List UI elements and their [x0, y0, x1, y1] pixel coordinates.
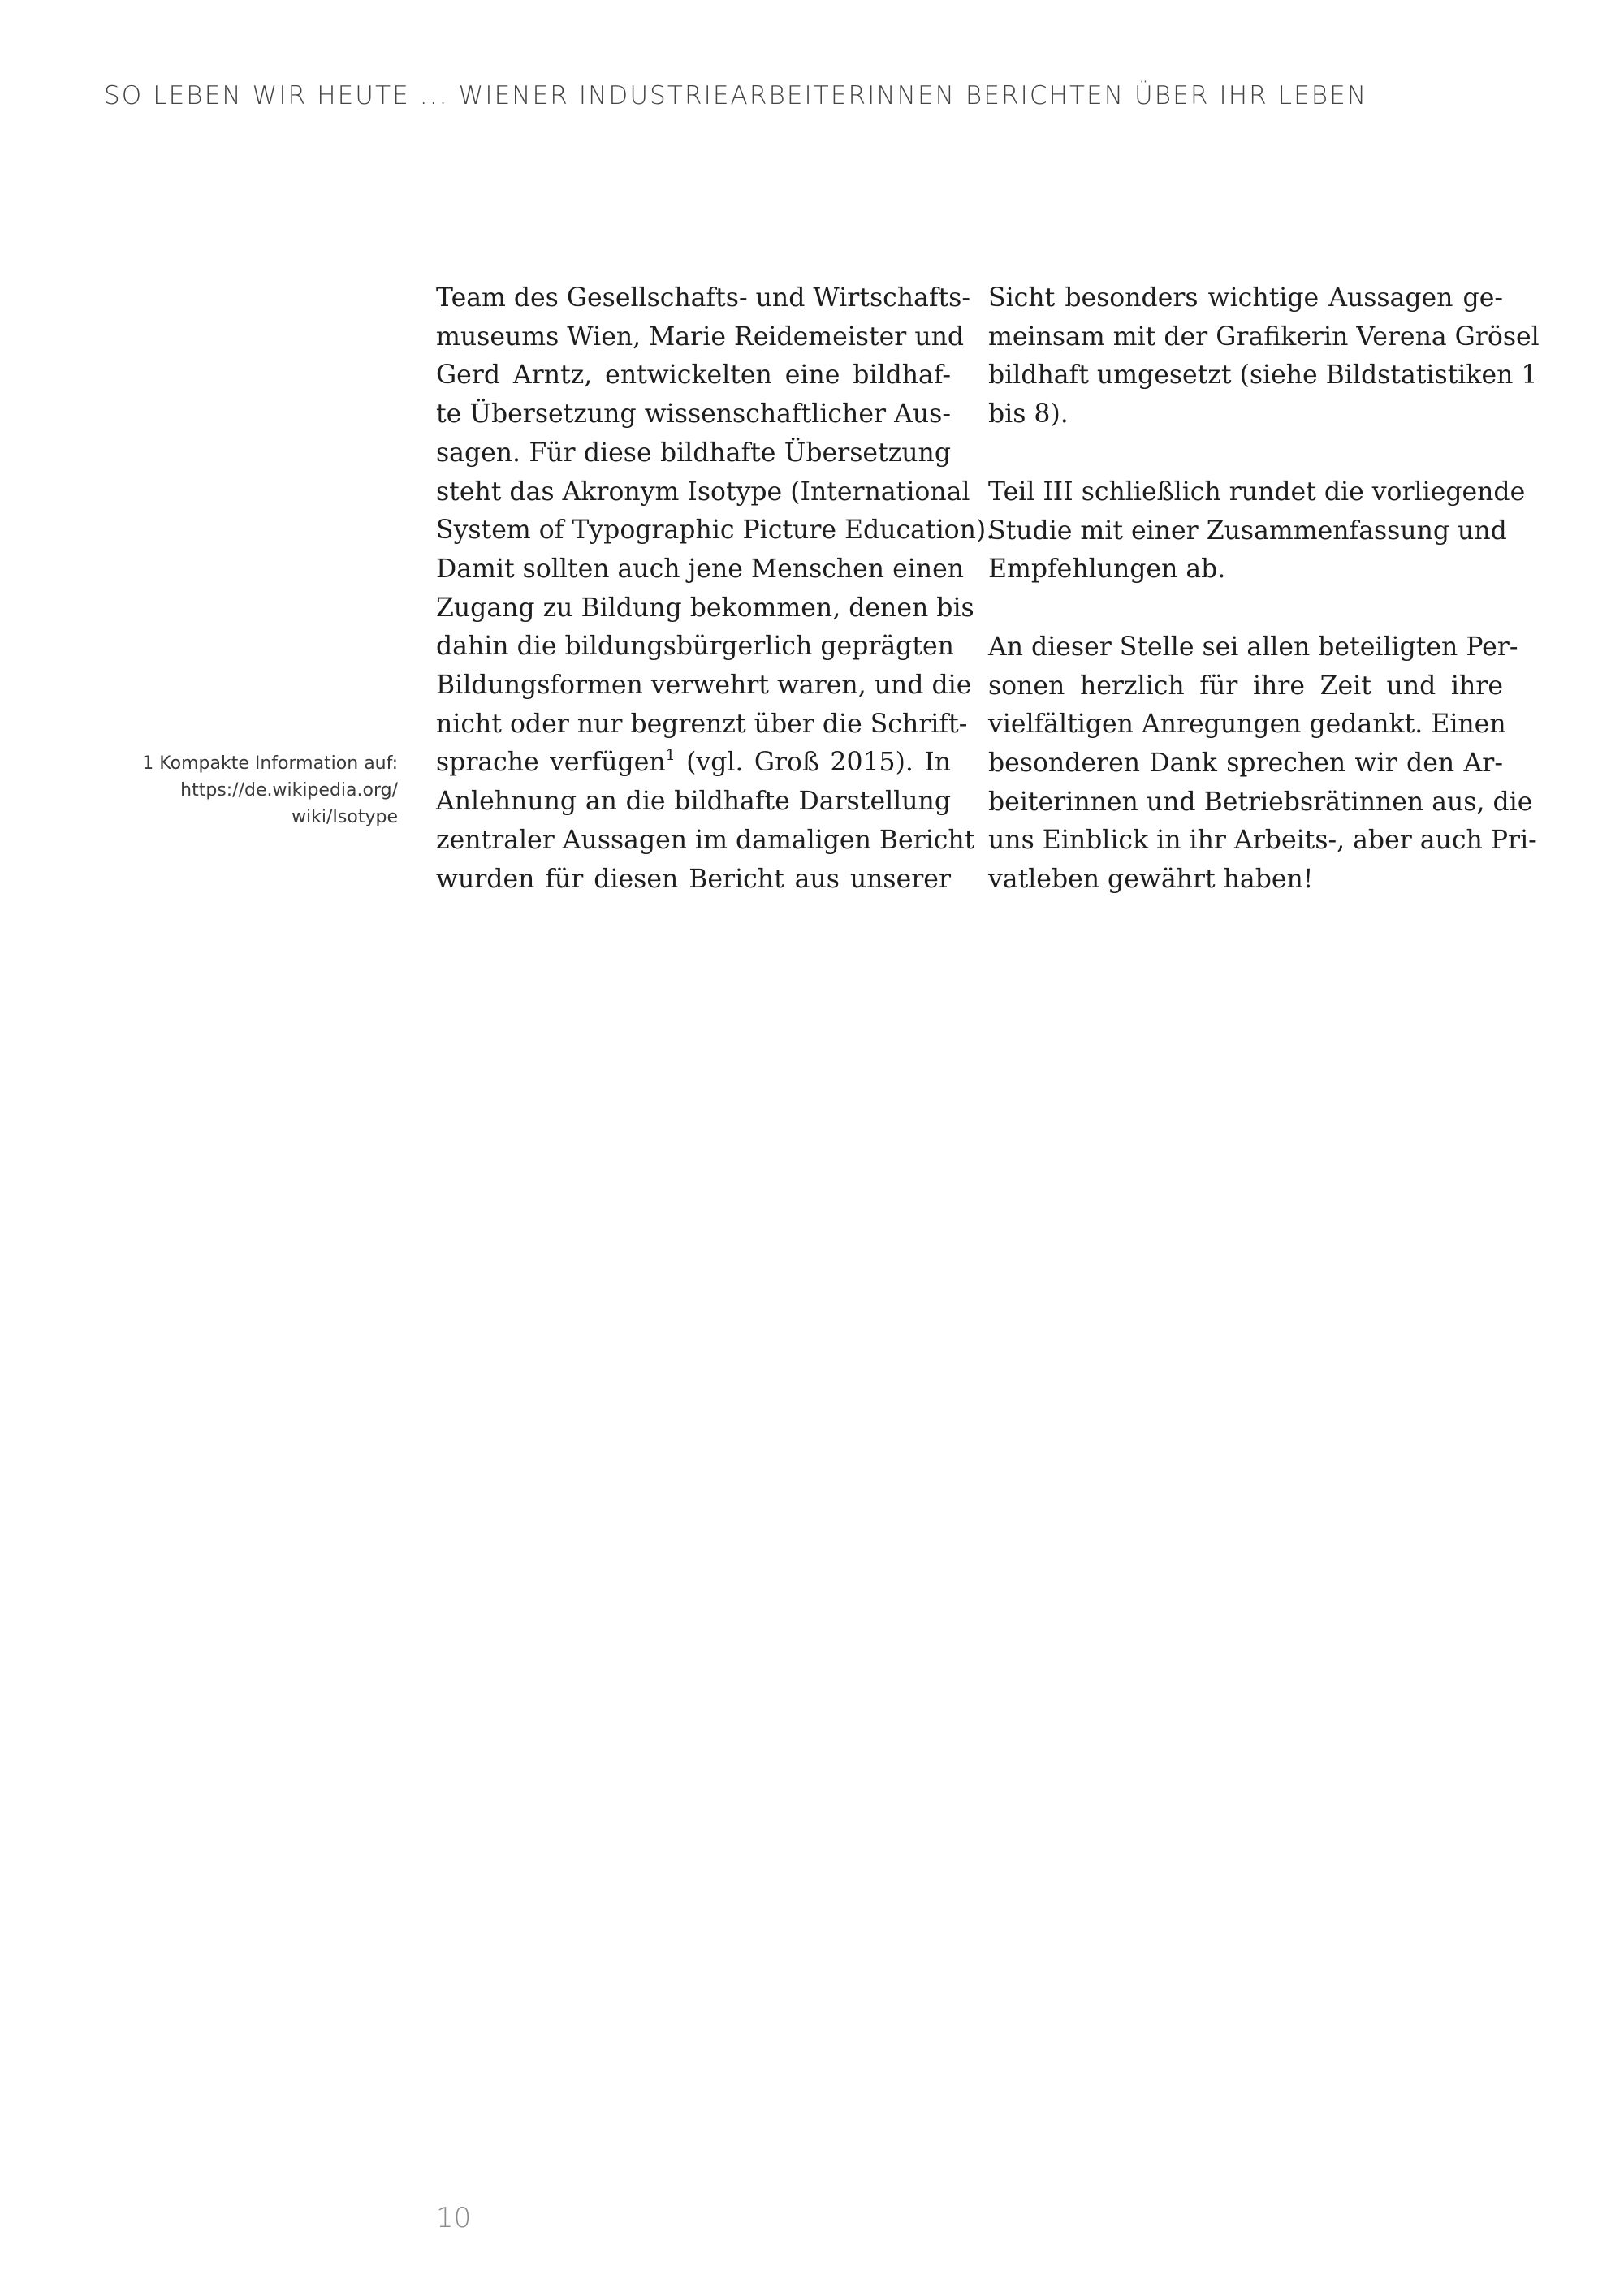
text-line: uns Einblick in ihr Arbeits-, aber auch Pri- [988, 826, 1537, 856]
text-line: zentraler Aussagen im damaligen Bericht [436, 825, 975, 855]
text-fragment: sprache verfügen [436, 748, 666, 778]
text-line: Zugang zu Bildung bekommen, denen bis [436, 593, 974, 623]
text-line: vielfältigen Anregungen gedankt. Einen [988, 710, 1506, 740]
running-header: SO LEBEN WIR HEUTE ... WIENER INDUSTRIEARBEITERINNEN BERICHTEN ÜBER IHR LEBEN [104, 81, 1368, 110]
text-line: sagen. Für diese bildhafte Übersetzung [436, 438, 951, 468]
text-line: vatleben gewährt haben! [988, 865, 1314, 895]
text-line: Gerd Arntz, entwickelten eine bildhaf- [436, 360, 951, 391]
text-line: meinsam mit der Grafikerin Verena Grösel [988, 322, 1540, 352]
text-line: nicht oder nur begrenzt über die Schrift- [436, 709, 968, 739]
text-line: beiterinnen und Betriebsrätinnen aus, die [988, 787, 1533, 817]
text-fragment: (vgl. Groß 2015). In [675, 748, 951, 778]
body-column-left [436, 279, 995, 899]
text-line-with-footnote [436, 744, 951, 783]
paragraph-acknowledgements [988, 628, 1537, 900]
text-line: Team des Gesellschafts- und Wirtschafts- [436, 283, 970, 313]
sidenote-line: https://de.wikipedia.org/ [180, 780, 398, 801]
text-line: An dieser Stelle sei allen beteiligten Per- [988, 632, 1518, 662]
body-column-right [988, 279, 1540, 900]
text-line: te Übersetzung wissenschaftlicher Aus- [436, 399, 951, 429]
text-line: museums Wien, Marie Reidemeister und [436, 322, 965, 352]
text-line: Studie mit einer Zusammenfassung und [988, 516, 1507, 546]
text-line: wurden für diesen Bericht aus unserer [436, 864, 951, 894]
footnote-marker[interactable]: 1 [665, 746, 676, 765]
sidenote-footnote-1 [97, 750, 398, 831]
text-line: bildhaft umgesetzt (siehe Bildstatistiken 1 [988, 360, 1538, 391]
text-line: steht das Akronym Isotype (International [436, 477, 970, 507]
text-line: Teil III schließlich rundet die vorliegende [988, 477, 1526, 507]
sidenote-line: 1 Kompakte Information auf: [142, 753, 398, 774]
sidenote-line: wiki/Isotype [292, 807, 398, 827]
paragraph-continuation [988, 279, 1540, 434]
text-line: Damit sollten auch jene Menschen einen [436, 554, 965, 584]
text-line: Empfehlungen ab. [988, 555, 1226, 585]
text-line: System of Typographic Picture Education). [436, 516, 995, 546]
page-number: 10 [436, 2202, 472, 2234]
text-line: Sicht besonders wichtige Aussagen ge- [988, 283, 1503, 313]
text-line: Bildungsformen verwehrt waren, und die [436, 671, 972, 701]
paragraph-teil-iii [988, 473, 1526, 589]
text-line: Anlehnung an die bildhafte Darstellung [436, 787, 951, 817]
text-line: bis 8). [988, 399, 1069, 429]
paragraph-isotype [436, 279, 995, 899]
text-line: besonderen Dank sprechen wir den Ar- [988, 749, 1503, 779]
text-line: dahin die bildungsbürgerlich geprägten [436, 632, 954, 662]
text-line: sonen herzlich für ihre Zeit und ihre [988, 671, 1503, 701]
